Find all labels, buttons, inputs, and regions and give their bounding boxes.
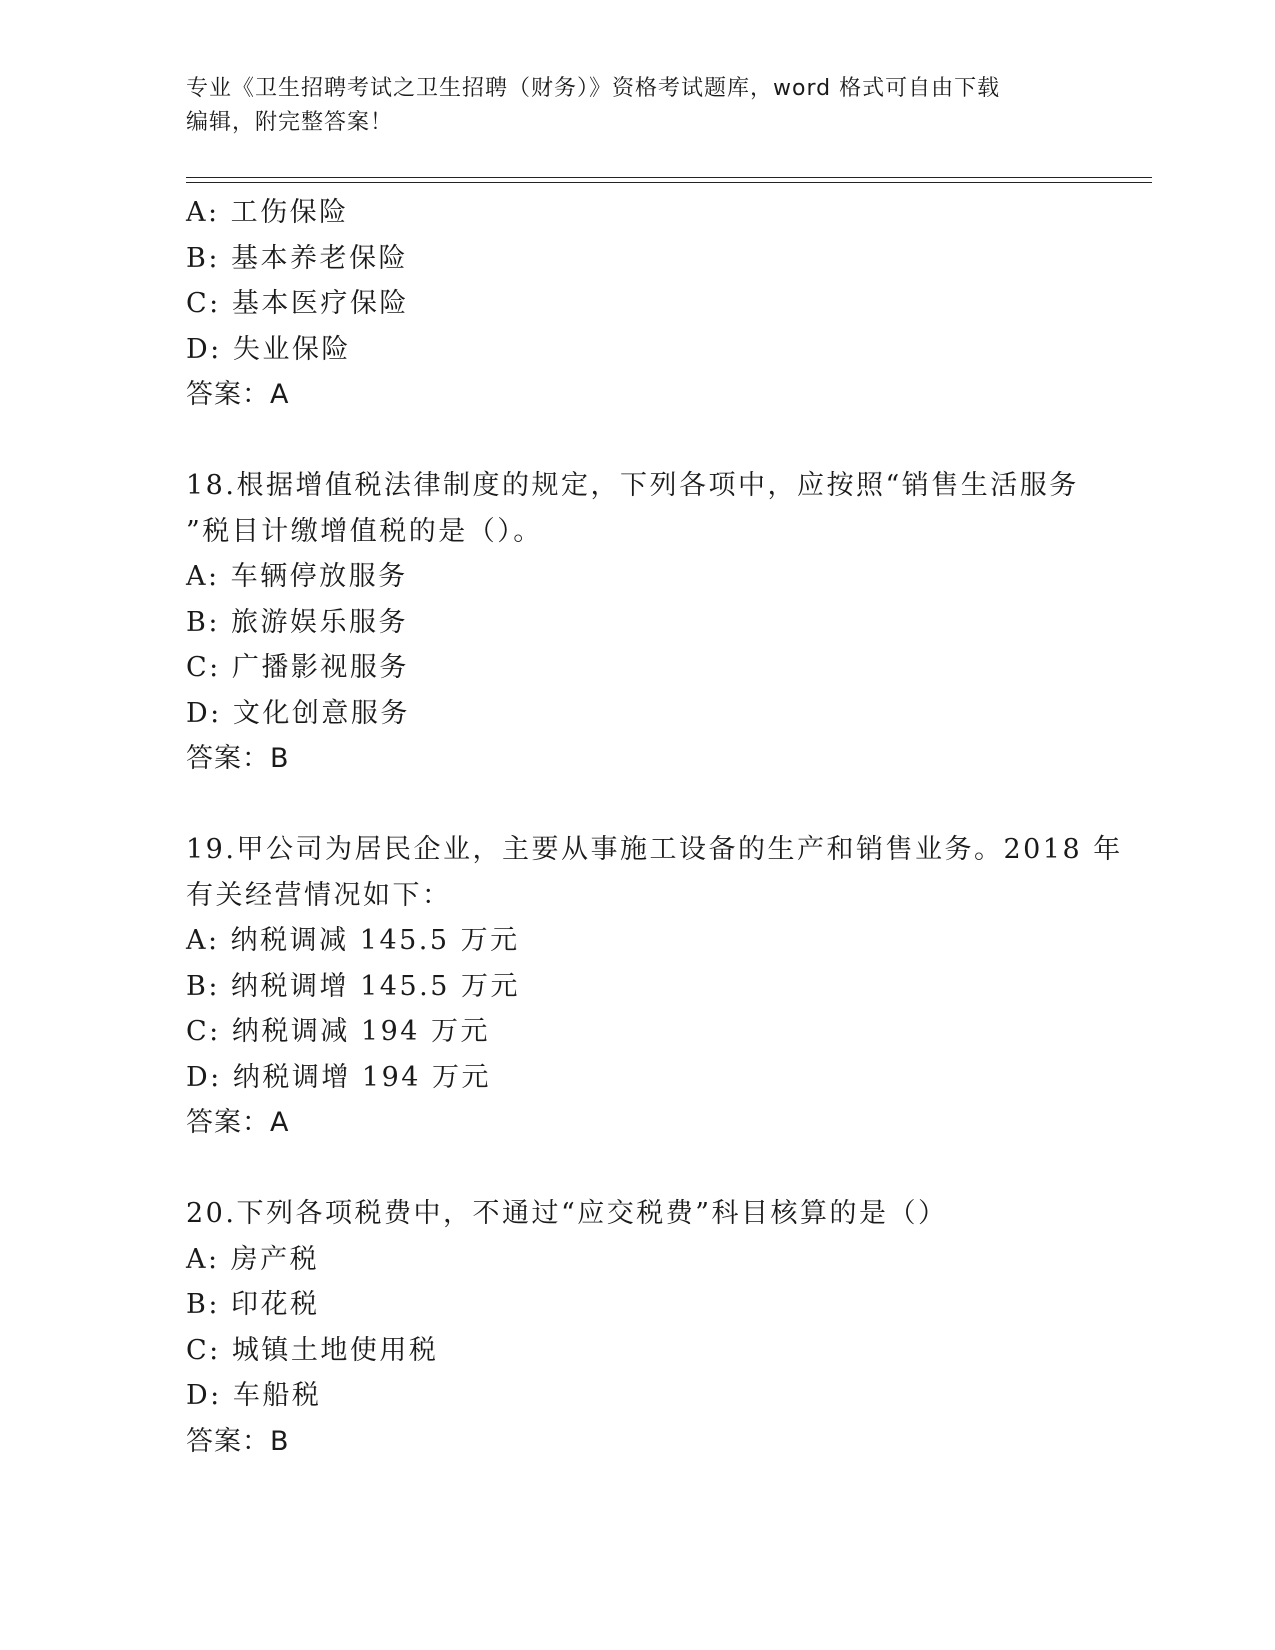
question-text-line-1: 18.根据增值税法律制度的规定，下列各项中，应按照“销售生活服务 — [186, 470, 1079, 501]
spacer — [186, 782, 1086, 828]
question-19 — [186, 827, 1123, 1146]
option-c: C: 城镇土地使用税 — [186, 1334, 439, 1366]
header-divider-bottom — [186, 182, 1152, 183]
spacer — [186, 1146, 1086, 1192]
option-b: B: 纳税调增 145.5 万元 — [186, 970, 520, 1002]
option-b: B: 印花税 — [186, 1289, 320, 1320]
option-a: A: 纳税调减 145.5 万元 — [186, 925, 520, 956]
header-line-2: 编辑，附完整答案！ — [186, 110, 394, 135]
question-20 — [186, 1191, 1086, 1464]
option-c: C: 基本医疗保险 — [186, 288, 409, 319]
option-a: A: 工伤保险 — [186, 197, 349, 228]
option-d: D: 文化创意服务 — [186, 697, 410, 729]
answer-line: 答案：A — [186, 379, 290, 410]
answer-line: 答案：B — [186, 743, 290, 774]
option-b: B: 旅游娱乐服务 — [186, 606, 409, 638]
option-c: C: 广播影视服务 — [186, 652, 409, 683]
option-d: D: 失业保险 — [186, 333, 351, 365]
option-a: A: 车辆停放服务 — [186, 561, 408, 592]
question-text-line-2: ”税目计缴增值税的是（）。 — [186, 515, 543, 547]
header-line-1: 专业《卫生招聘考试之卫生招聘（财务）》资格考试题库，word 格式可自由下载 — [186, 76, 1001, 101]
option-c: C: 纳税调减 194 万元 — [186, 1016, 491, 1047]
header-divider-top — [186, 177, 1152, 178]
option-a: A: 房产税 — [186, 1243, 320, 1275]
option-d: D: 车船税 — [186, 1380, 322, 1411]
question-list — [186, 190, 1123, 1464]
question-18 — [186, 463, 1086, 782]
question-text-line-2: 有关经营情况如下： — [186, 879, 452, 911]
answer-line: 答案：A — [186, 1107, 290, 1138]
document-header — [186, 72, 1086, 140]
spacer — [186, 418, 1086, 464]
question-text-line-1: 20.下列各项税费中，不通过“应交税费”科目核算的是（） — [186, 1198, 948, 1229]
question-text-line-1: 19.甲公司为居民企业，主要从事施工设备的生产和销售业务。2018 年 — [186, 834, 1123, 865]
answer-line: 答案：B — [186, 1425, 290, 1457]
option-b: B: 基本养老保险 — [186, 242, 409, 274]
question-17 — [186, 190, 1086, 418]
option-d: D: 纳税调增 194 万元 — [186, 1061, 492, 1093]
